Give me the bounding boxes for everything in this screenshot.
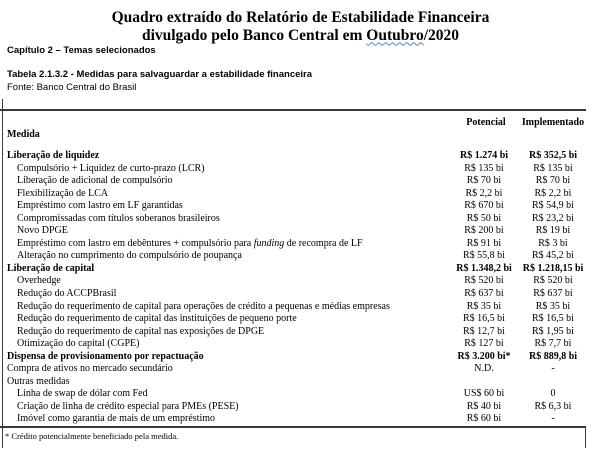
row-implemented-value: R$ 54,9 bi — [532, 200, 574, 212]
row-potential-value: R$ 520 bi — [464, 275, 504, 287]
table-row — [0, 288, 587, 301]
row-label: Liberação de liquidez — [7, 150, 100, 161]
spellcheck-underlined-word: Outubro — [366, 26, 424, 44]
row-label: Imóvel como garantia de mais de um empréstimo — [17, 413, 215, 425]
row-potential-value: R$ 637 bi — [464, 288, 504, 300]
table-row — [0, 313, 587, 326]
row-potential-value: R$ 50 bi — [466, 212, 502, 224]
row-implemented-value: R$ 352,5 bi — [528, 150, 578, 161]
table-row — [0, 376, 587, 389]
row-implemented-value: R$ 6,3 bi — [534, 400, 572, 412]
row-label: Compromissadas com títulos soberanos brasileiros — [17, 212, 220, 224]
row-potential-value: R$ 70 bi — [466, 175, 502, 187]
table-row — [0, 188, 587, 201]
row-implemented-value: R$ 35 bi — [535, 300, 571, 312]
table-row — [0, 413, 587, 426]
row-implemented-value — [519, 376, 587, 389]
table-body — [0, 150, 587, 426]
table-row — [0, 388, 587, 401]
table-row — [0, 163, 587, 176]
title-line-2-suffix: /2020 — [423, 26, 460, 44]
title-line-2-prefix: divulgado pelo Banco Central em — [141, 26, 367, 44]
row-potential-value: R$ 1.348,2 bi — [456, 262, 512, 274]
table-row — [0, 301, 587, 314]
row-implemented-value: R$ 16,5 bi — [532, 313, 574, 325]
row-implemented-value: R$ 3 bi — [538, 237, 568, 249]
row-implemented-value: R$ 889,8 bi — [528, 350, 578, 362]
row-potential-value: N.D. — [474, 363, 494, 375]
column-header-implemented: Implementado — [521, 117, 585, 128]
table-row — [0, 351, 587, 364]
row-potential-value: R$ 200 bi — [464, 225, 504, 237]
row-label: Dispensa de provisionamento por repactuação — [7, 350, 204, 362]
row-implemented-value: R$ 1,95 bi — [532, 325, 574, 337]
row-label: Liberação de capital — [7, 262, 95, 274]
row-implemented-value: R$ 19 bi — [535, 225, 571, 237]
table-row — [0, 326, 587, 339]
row-implemented-value: R$ 2,2 bi — [534, 187, 572, 199]
row-implemented-value: R$ 70 bi — [535, 175, 571, 187]
table-row — [0, 275, 587, 288]
row-label: Redução do requerimento de capital das instituições de pequeno porte — [17, 313, 297, 325]
row-potential-value: R$ 55,8 bi — [463, 250, 505, 262]
table-row — [0, 238, 587, 251]
row-label: Overhedge — [17, 275, 61, 287]
row-potential-value: R$ 40 bi — [466, 400, 502, 412]
row-implemented-value: R$ 1.218,15 bi — [522, 262, 584, 274]
table-row — [0, 200, 587, 213]
table-row — [0, 225, 587, 238]
row-label: Redução do requerimento de capital para operações de crédito a pequenas e médias empresas — [17, 300, 390, 312]
table-row — [0, 150, 587, 163]
table-right-rule — [585, 428, 586, 448]
row-label: Criação de linha de crédito especial para PMEs (PESE) — [17, 400, 239, 412]
row-potential-value — [449, 376, 519, 389]
row-potential-value: R$ 135 bi — [464, 162, 504, 174]
row-label: Empréstimo com lastro em LF garantidas — [17, 200, 183, 212]
table-footnote: * Crédito potencialmente beneficiado pela medida. — [5, 431, 179, 441]
table-row — [0, 363, 587, 376]
row-implemented-value: R$ 45,2 bi — [532, 250, 574, 262]
row-implemented-value: R$ 135 bi — [533, 162, 573, 174]
table-row — [0, 338, 587, 351]
row-implemented-value: R$ 520 bi — [533, 275, 573, 287]
column-header-potential: Potencial — [466, 117, 506, 128]
row-potential-value: R$ 60 bi — [466, 413, 502, 425]
row-implemented-value: 0 — [550, 388, 556, 400]
row-implemented-value: R$ 23,2 bi — [532, 212, 574, 224]
row-implemented-value: - — [551, 413, 555, 425]
row-label: Otimização do capital (CGPE) — [17, 338, 140, 350]
row-potential-value: R$ 91 bi — [466, 237, 502, 249]
row-potential-value: R$ 3.200 bi* — [457, 350, 511, 362]
table-bottom-rule — [0, 426, 586, 428]
row-potential-value: R$ 670 bi — [464, 200, 504, 212]
row-label: Alteração no cumprimento do compulsório de poupança — [17, 250, 242, 262]
row-implemented-value: R$ 7,7 bi — [534, 338, 572, 350]
row-implemented-value: R$ 637 bi — [533, 288, 573, 300]
row-potential-value: R$ 12,7 bi — [463, 325, 505, 337]
row-label: Compulsório + Liquidez de curto-prazo (LCR) — [17, 162, 205, 174]
column-header-measure: Medida — [7, 129, 40, 140]
table-caption: Tabela 2.1.3.2 - Medidas para salvaguardar a estabilidade financeira — [7, 69, 313, 80]
table-row — [0, 213, 587, 226]
row-implemented-value: - — [551, 363, 555, 375]
source-line: Fonte: Banco Central do Brasil — [7, 82, 137, 93]
row-potential-value: US$ 60 bi — [463, 388, 505, 400]
row-label: Compra de ativos no mercado secundário — [7, 363, 173, 375]
table-row — [0, 250, 587, 263]
row-potential-value: R$ 16,5 bi — [463, 313, 505, 325]
row-label: Linha de swap de dólar com Fed — [17, 388, 148, 400]
row-potential-value: R$ 1.274 bi — [459, 150, 509, 161]
row-potential-value: R$ 127 bi — [464, 338, 504, 350]
row-label: Outras medidas — [7, 375, 70, 387]
row-label: Liberação de adicional de compulsório — [17, 175, 173, 187]
row-potential-value: R$ 35 bi — [466, 300, 502, 312]
table-top-rule — [0, 109, 586, 111]
document-title — [0, 9, 601, 44]
table-row — [0, 401, 587, 414]
row-label: Novo DPGE — [17, 225, 68, 237]
row-label: Flexibilização de LCA — [17, 187, 109, 199]
title-line-2 — [0, 27, 601, 45]
table-row — [0, 175, 587, 188]
table-row — [0, 263, 587, 276]
title-line-1: Quadro extraído do Relatório de Estabilidade Financeira — [111, 9, 490, 26]
row-label: Empréstimo com lastro em debêntures + compulsório para funding de recompra de LF — [17, 237, 363, 249]
row-label: Redução do ACCPBrasil — [17, 288, 117, 300]
row-potential-value: R$ 2,2 bi — [465, 187, 503, 199]
row-label: Redução do requerimento de capital nas exposições de DPGE — [17, 325, 265, 337]
chapter-heading: Capítulo 2 – Temas selecionados — [7, 45, 156, 56]
